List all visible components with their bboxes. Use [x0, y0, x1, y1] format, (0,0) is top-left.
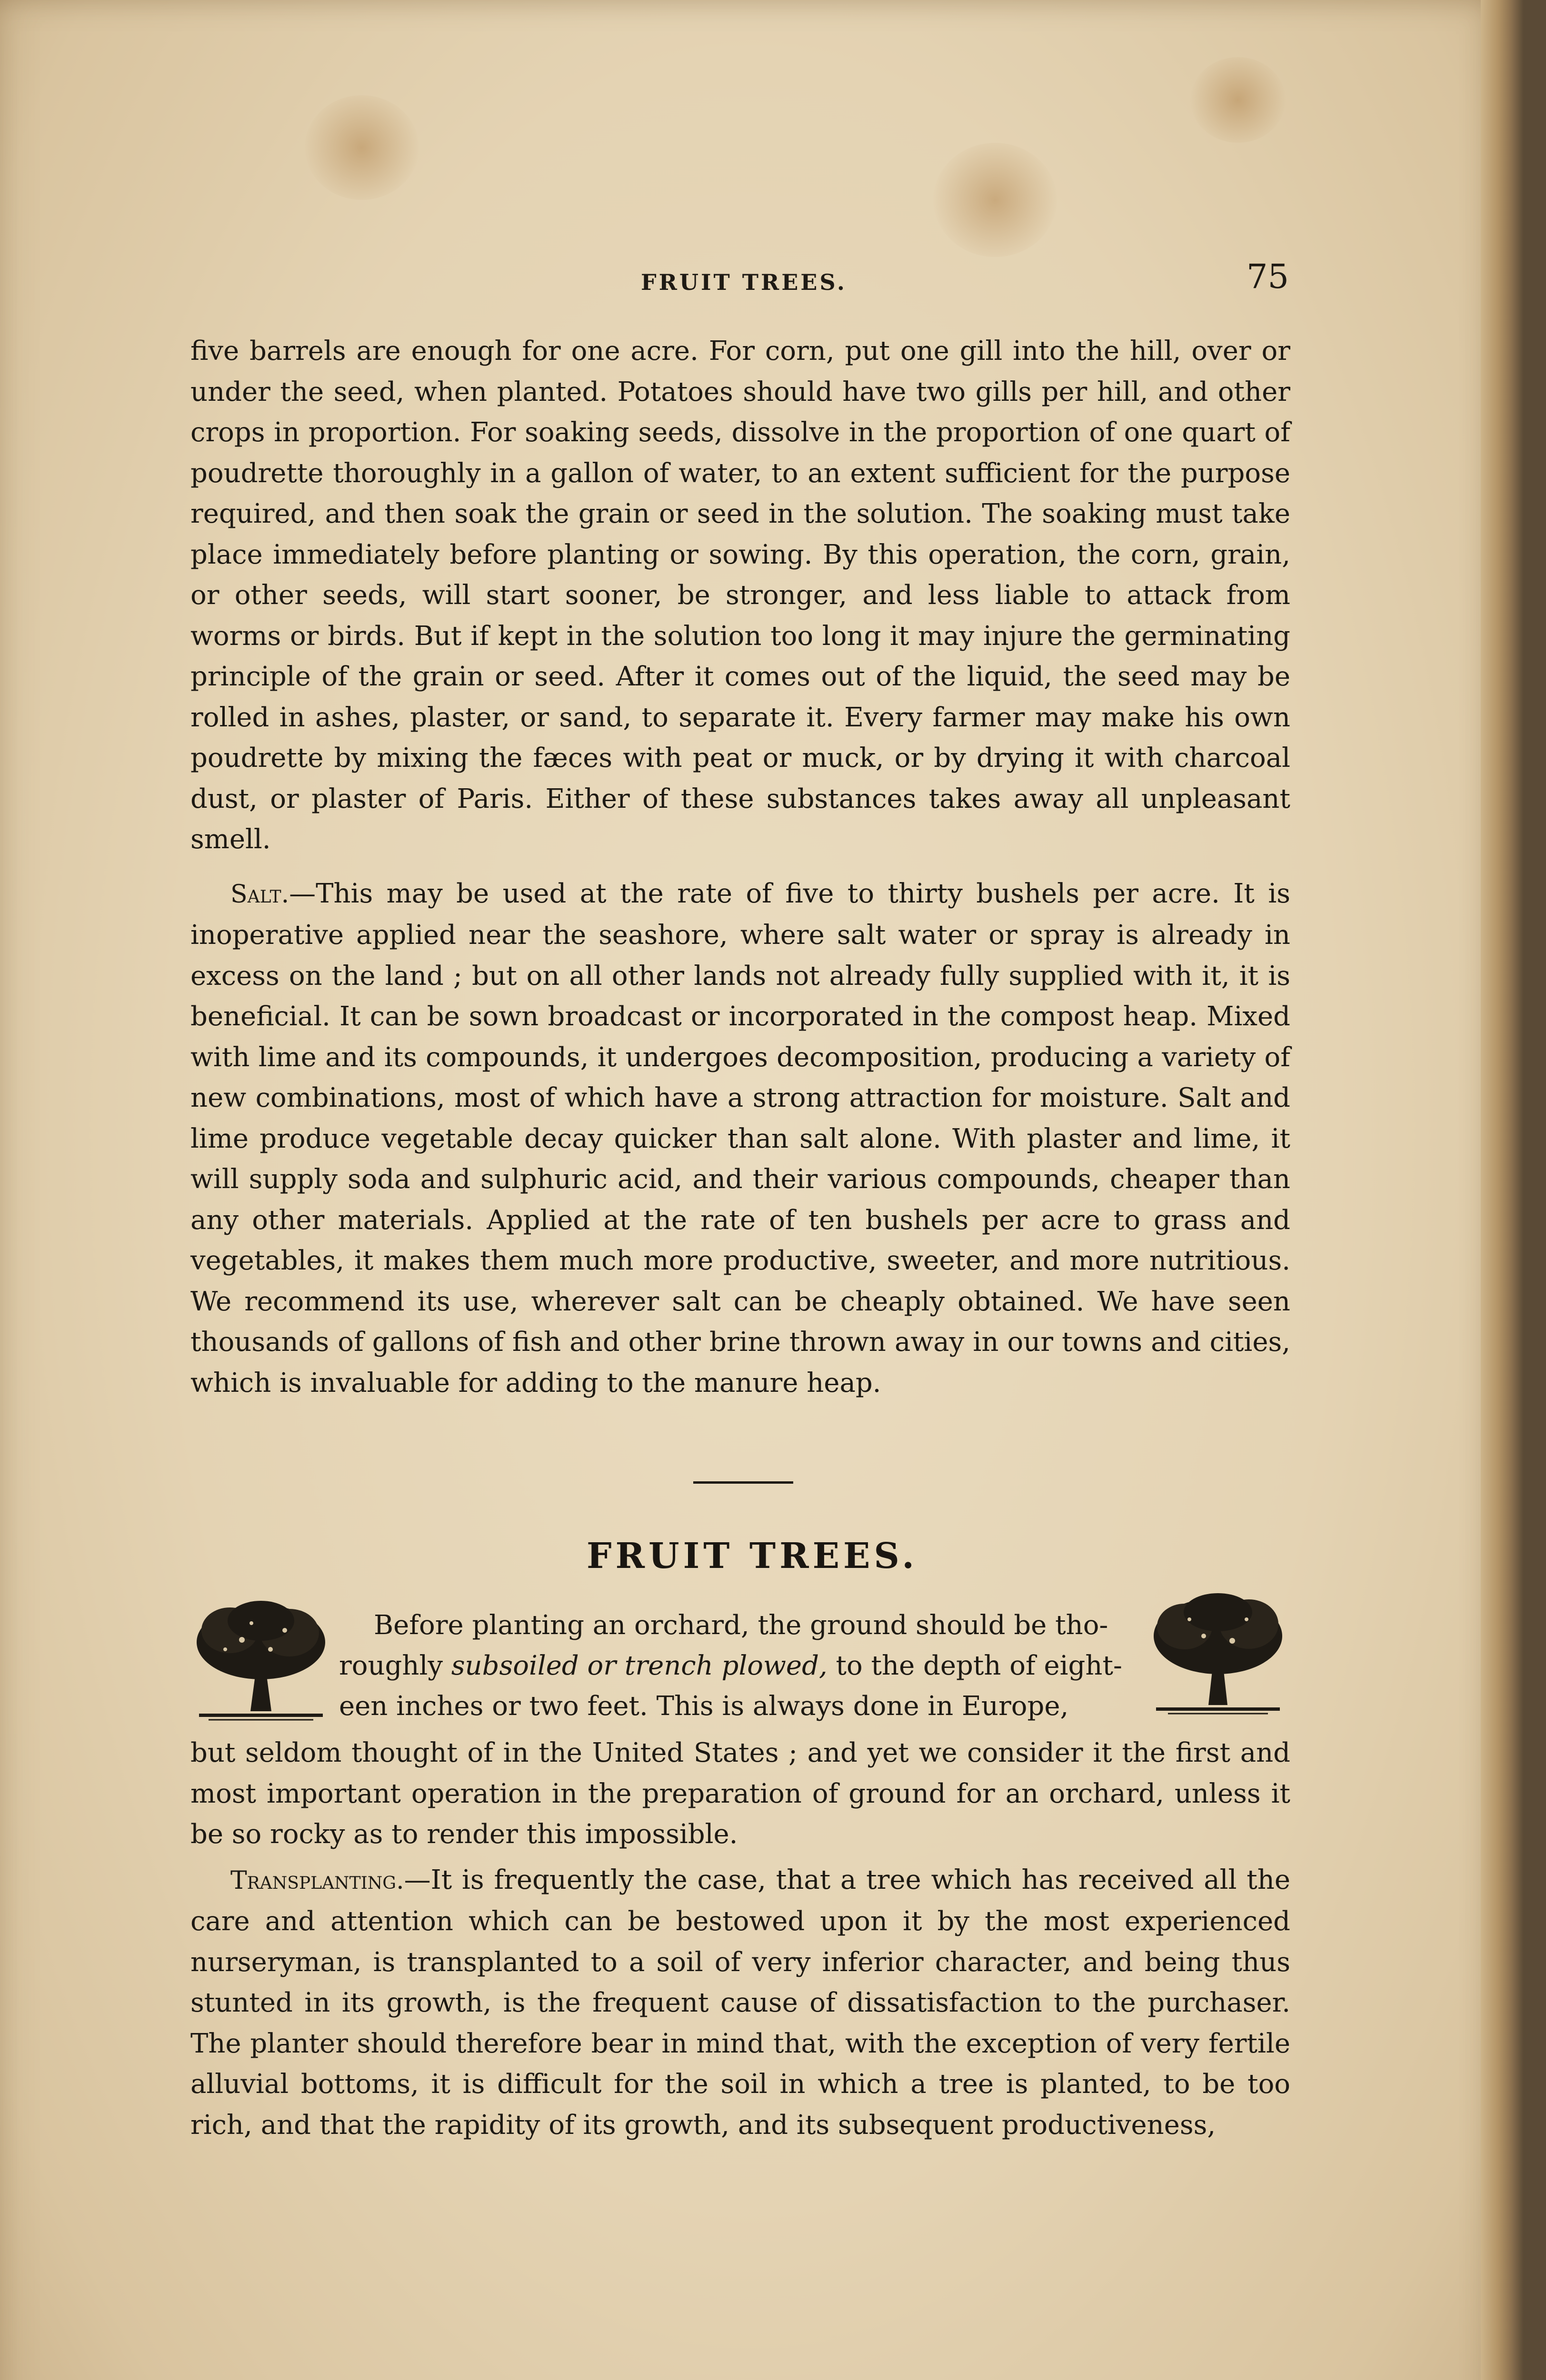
poudrette-paragraph: five barrels are enough for one acre. For corn, put one gill into the hill, over or under the seed, when planted. Potatoes should have two gills per hill, and other crops in proportion. For soaking seeds, dissolve in the proportion of one quart of poudrette thoroughly in a gallon of water, to an extent sufficient for the purpose required, and then soak the grain or seed in the solution. The soaking must take place immediately before planting or sowing. By this operation, the corn, grain, or other seeds, will start sooner, be stronger, and less liable to attack from worms or birds. But if kept in the solution too long it may injure the germinating principle of the grain or seed. After it comes out of the liquid, the seed may be rolled in ashes, plaster, or sand, to separate it. Every farmer may make his own poudrette by mixing the fæces with peat or muck, or by drying it with charcoal dust, or plaster of Paris. Either of these substances takes away all unpleasant smell. [190, 336, 1290, 855]
transplanting-lead: Transplanting. [230, 1866, 404, 1895]
main-text-upper [190, 331, 1290, 1403]
intro-line-2-end: to the depth of eight- [827, 1650, 1122, 1681]
salt-lead: Salt. [230, 880, 289, 909]
page-edge [1481, 0, 1524, 2380]
transplanting-body: —It is frequently the case, that a tree which has received all the care and attention which can be bestowed upon it by the most experienced nurseryman, is transplanted to a soil of very inferior character, and being thus stunted in its growth, is the frequent cause of dissatisfaction to the purchaser. The planter should therefore bear in mind that, with the exception of very fertile alluvial bottoms, it is difficult for the soil in which a tree is planted, to be too rich, and that the rapidity of its growth, and its subsequent productiveness, [190, 1864, 1290, 2141]
intro-line-2 [339, 1650, 1122, 1681]
intro-line-3: een inches or two feet. This is always done in Europe, [339, 1691, 1069, 1722]
stain-mark [305, 95, 419, 200]
stain-mark [1190, 57, 1286, 143]
intro-line-2-start: roughly [339, 1650, 451, 1681]
transplanting-paragraph [190, 1860, 1290, 2146]
page-number: 75 [1247, 257, 1289, 296]
main-text-lower [190, 1733, 1290, 2145]
salt-paragraph [190, 873, 1290, 1404]
intro-line-2-emphasis: subsoiled or trench plowed, [451, 1650, 828, 1681]
section-heading: FRUIT TREES. [587, 1536, 918, 1577]
intro-line-1: Before planting an orchard, the ground should be tho- [374, 1610, 1108, 1641]
tree-icon [1147, 1591, 1289, 1719]
tree-icon [190, 1597, 332, 1726]
intro-continuation: but seldom thought of in the United States ; and yet we consider it the first and most important operation in the preparation of ground for an orchard, unless it be so rocky as to render this impossible. [190, 1737, 1290, 1850]
stain-mark [933, 143, 1057, 257]
section-divider [693, 1481, 793, 1484]
salt-body: —This may be used at the rate of five to thirty bushels per acre. It is inoperative applied near the seashore, where salt water or spray is already in excess on the land ; but on all other lands not already fully supplied with it, it is beneficial. It can be sown broadcast or incorporated in the compost heap. Mixed with lime and its compounds, it undergoes decomposition, producing a variety of new combinations, most of which have a strong attraction for moisture. Salt and lime produce vegetable decay quicker than salt alone. With plaster and lime, it will supply soda and sulphuric acid, and their various compounds, cheaper than any other materials. Applied at the rate of ten bushels per acre to grass and vegetables, it makes them much more productive, sweeter, and more nutritious. We recommend its use, wherever salt can be cheaply obtained. We have seen thousands of gallons of fish and other brine thrown away in our towns and cities, which is invaluable for adding to the manure heap. [190, 878, 1290, 1398]
running-title: FRUIT TREES. [641, 269, 847, 295]
